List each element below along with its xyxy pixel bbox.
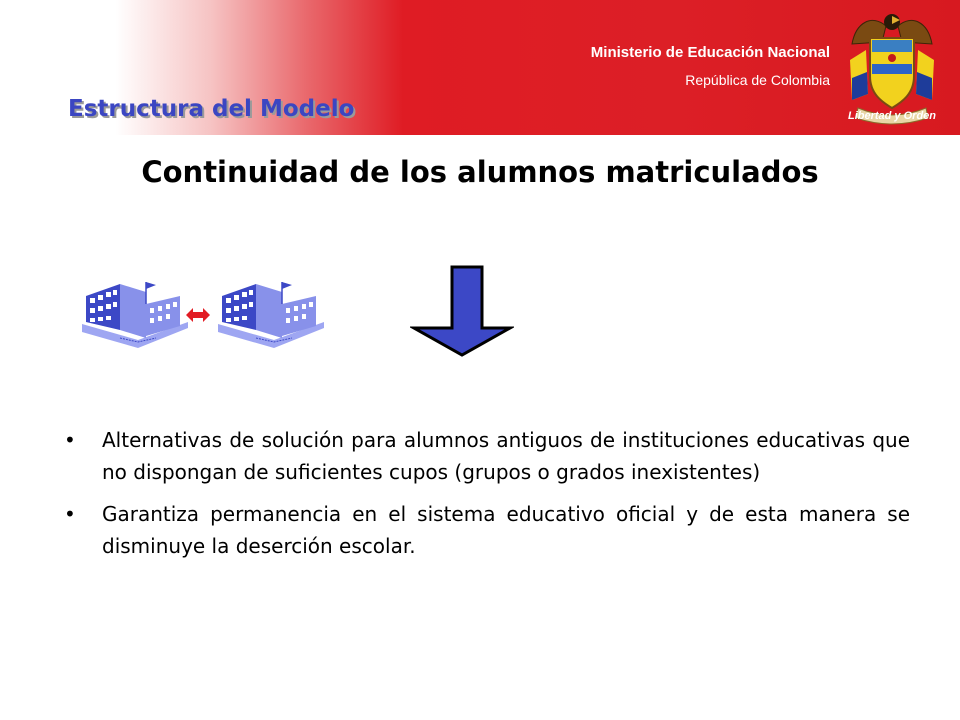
ministry-name: Ministerio de Educación Nacional	[590, 44, 830, 61]
section-title: Estructura del Modelo	[68, 96, 355, 122]
school-building-icon	[216, 278, 326, 356]
bullet-marker: •	[64, 502, 76, 526]
school-building-icon	[80, 278, 190, 356]
header-banner	[0, 0, 960, 135]
bullet-text: Garantiza permanencia en el sistema educativo oficial y de esta manera se disminuye la deserción escolar.	[102, 502, 910, 558]
list-item	[64, 498, 910, 562]
bullet-marker: •	[64, 428, 76, 452]
page-title: Continuidad de los alumnos matriculados	[141, 155, 819, 189]
list-item	[64, 424, 910, 488]
bullet-list	[64, 424, 910, 572]
motto-text: Libertad y Orden	[847, 110, 937, 122]
bullet-text: Alternativas de solución para alumnos antiguos de instituciones educativas que no dispongan de suficientes cupos (grupos o grados inexistentes)	[102, 428, 910, 484]
double-arrow-icon	[184, 306, 212, 324]
country-name: República de Colombia	[685, 72, 830, 88]
down-arrow-icon	[410, 264, 514, 358]
